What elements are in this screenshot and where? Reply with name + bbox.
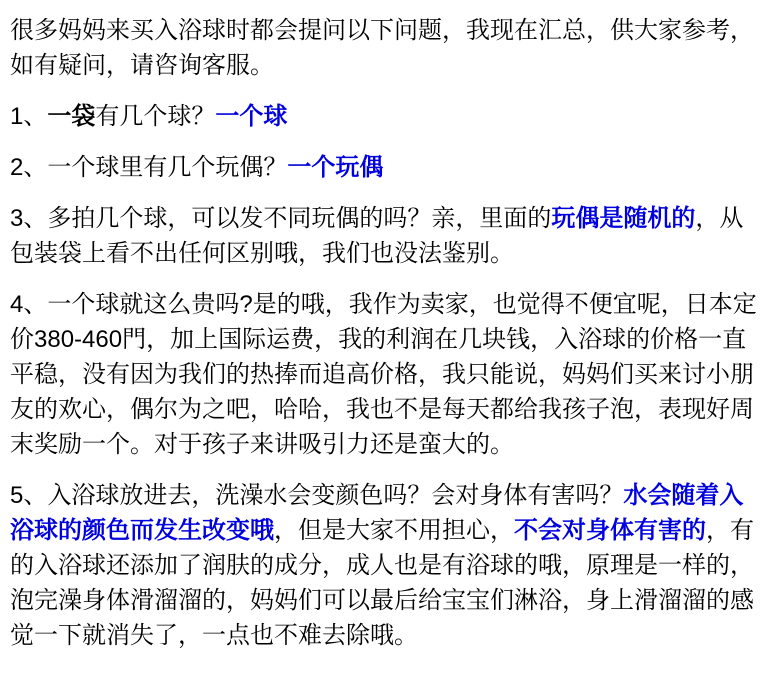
- body-text: 很多妈妈来买入浴球时都会提问以下问题，我现在汇总，供大家参考，如有疑问，请咨询客服。: [10, 17, 754, 79]
- body-text: 1、: [10, 103, 48, 130]
- answer-highlight-text: 一个球: [215, 103, 288, 130]
- body-text: ，从包装袋上看不出任何区别哦，我们也没法鉴别。: [10, 205, 744, 267]
- body-text: 5、入浴球放进去，洗澡水会变颜色吗？会对身体有害吗？: [10, 482, 624, 509]
- answer-highlight-text: 水会随着入浴球的颜色而发生改变哦: [10, 482, 744, 544]
- body-text: ，有的入浴球还添加了润肤的成分，成人也是有浴球的哦，原理是一样的，泡完澡身体滑溜溜的，妈妈们可以最后给宝宝们淋浴，身上滑溜溜的感觉一下就消失了，一点也不难去除哦。: [10, 517, 754, 649]
- body-text: 3、多拍几个球，可以发不同玩偶的吗？亲，里面的: [10, 205, 552, 232]
- intro-paragraph: [10, 13, 761, 83]
- faq-list: [10, 99, 761, 653]
- body-text: ，但是大家不用担心，: [274, 517, 514, 544]
- faq-item-3: [10, 201, 761, 271]
- faq-item-1: [10, 99, 761, 134]
- answer-highlight-text: 一个玩偶: [287, 154, 384, 181]
- faq-item-2: [10, 150, 761, 185]
- answer-highlight-text: 不会对身体有害的: [514, 517, 706, 544]
- body-text: 有几个球？: [95, 103, 216, 130]
- body-text: 4、一个球就这么贵吗?是的哦，我作为卖家，也觉得不便宜呢，日本定价380-460門，加上国际运费，我的利润在几块钱，入浴球的价格一直平稳，没有因为我们的热捧而追高价格，我只能说，妈妈们买来讨小朋友的欢心，偶尔为之吧，哈哈，我也不是每天都给我孩子泡，表现好周末奖励一个。对于孩子来讲吸引力还是蛮大的。: [10, 291, 757, 458]
- answer-highlight-text: 玩偶是随机的: [551, 205, 696, 232]
- emphasis-text: 一袋: [47, 103, 96, 130]
- faq-item-5: [10, 478, 761, 653]
- body-text: 2、一个球里有几个玩偶？: [10, 154, 288, 181]
- faq-item-4: [10, 287, 761, 462]
